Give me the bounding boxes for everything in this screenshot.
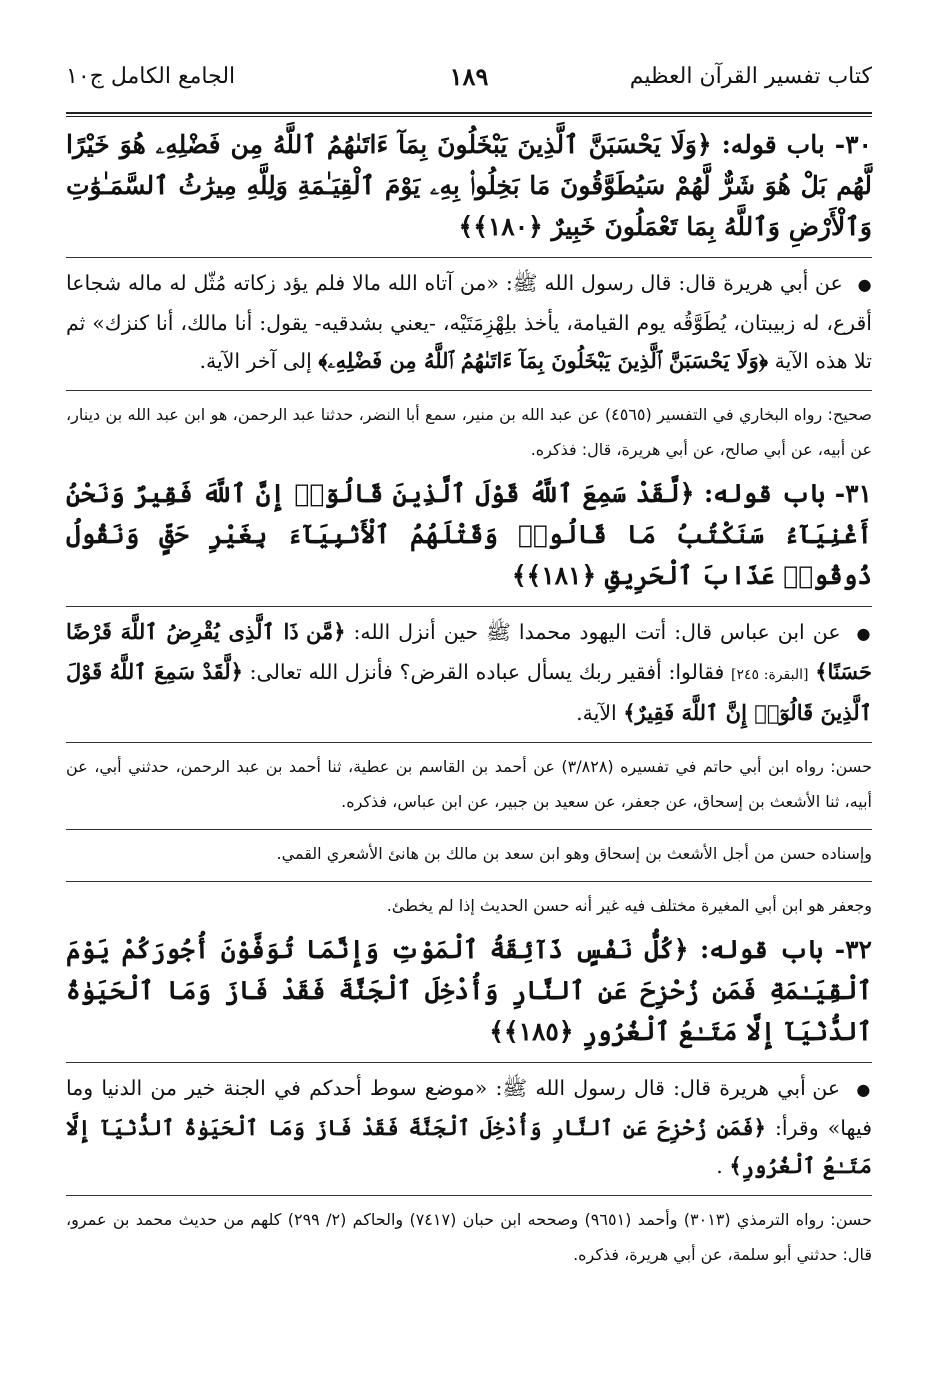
bab-heading-30 (66, 124, 872, 247)
hadith-part: . (716, 1154, 723, 1178)
hadith-text-32 (66, 1069, 872, 1185)
bab-title: ٣١- باب قوله: (703, 479, 872, 508)
quran-verse: ﴿كُلُّ نَفْسٍ ذَآئِقَةُ ٱلْمَوْتِ وَإِنَّمَا تُوَفَّوْنَ أُجُورَكُمْ يَوْمَ ٱلْقِيَـٰمَةِ فَمَن زُحْزِحَ عَنِ ٱلنَّارِ وَأُدْخِلَ ٱلْجَنَّةَ فَقَدْ فَازَ وَمَا ٱلْحَيَوٰةُ ٱلدُّنْيَآ إِلَّا مَتَـٰعُ ٱلْغُرُورِ ﴿١٨٥﴾﴾ (66, 935, 872, 1046)
quran-verse: ﴿لَّقَدْ سَمِعَ ٱللَّهُ قَوْلَ ٱلَّذِينَ قَالُوٓا۟ إِنَّ ٱللَّهَ فَقِيرٌ وَنَحْنُ أَغْنِيَآءُ سَنَكْتُبُ مَا قَالُوا۟ وَقَتْلَهُمُ ٱلْأَنۢبِيَآءَ بِغَيْرِ حَقٍّ وَنَقُولُ ذُوقُوا۟ عَذَابَ ٱلْحَرِيقِ ﴿١٨١﴾﴾ (66, 479, 872, 590)
takhrij-note-31c: وجعفر هو ابن أبي المغيرة مختلف فيه غير أنه حسن الحديث إذا لم يخطئ. (386, 896, 872, 915)
volume-label: الجامع الكامل ج١٠ (66, 64, 236, 89)
running-header (66, 58, 872, 102)
hadith-part: عن أبي هريرة قال: قال رسول الله ﷺ: «من آتاه الله مالا فلم يؤد زكاته مُثّل له ماله شجاعا أقرع، له زبيبتان، يُطَوَّقُه يوم القيامة، يأخذ بلِهْزِمَتَيْه، -يعني بشدقيه- يقول: أنا مالك، أنا كنزك» ثم تلا هذه الآية (66, 271, 872, 373)
bab-title: ٣٢- باب قوله: (699, 935, 872, 964)
hadith-text-30 (66, 264, 872, 380)
section-divider (66, 1062, 872, 1063)
hadith-part: عن أبي هريرة قال: قال رسول الله ﷺ: «موضع سوط أحدكم في الجنة خير من الدنيا وما فيها» وقرأ: (66, 1076, 872, 1140)
bullet-icon: ● (857, 275, 872, 294)
section-divider (66, 390, 872, 391)
takhrij-note-31b: وإسناده حسن من أجل الأشعث بن إسحاق وهو ابن سعد بن مالك بن هانئ الأشعري القمي. (276, 844, 872, 863)
section-divider (66, 257, 872, 258)
page-number: ١٨٩ (449, 62, 489, 91)
page-body (66, 124, 872, 1272)
takhrij-note-31: حسن: رواه ابن أبي حاتم في تفسيره (٣/٨٢٨) عن أحمد بن القاسم بن عطية، ثنا أحمد بن عبد الرحمن، حدثني أبي، عن أبيه، ثنا الأشعث بن إسحاق، عن جعفر، عن سعيد بن جبير، عن ابن عباس، فذكره. (66, 757, 872, 811)
hadith-part: فقالوا: أفقير ربك يسأل عباده القرض؟ فأنزل الله تعالى: (249, 660, 725, 684)
section-divider (66, 742, 872, 743)
takhrij-note-30: صحيح: رواه البخاري في التفسير (٤٥٦٥) عن عبد الله بن منير، سمع أبا النضر، حدثنا عبد الرحمن، هو ابن عبد الله بن دينار، عن أبيه، عن أبي صالح، عن أبي هريرة، قال: فذكره. (66, 405, 872, 459)
section-divider (66, 1195, 872, 1196)
hadith-part: عن ابن عباس قال: أتت اليهود محمدا ﷺ حين أنزل الله: (353, 620, 841, 644)
section-divider (66, 829, 872, 830)
hadith-part: الآية. (576, 701, 617, 725)
section-divider (66, 881, 872, 882)
section-divider (66, 606, 872, 607)
quran-quote: ﴿لَّقَدْ سَمِعَ ٱللَّهُ قَوْلَ ٱلَّذِينَ قَالُوٓا۟ إِنَّ ٱللَّهَ فَقِيرٌ﴾ (66, 659, 872, 725)
hadith-part: إلى آخر الآية. (199, 349, 312, 373)
bab-heading-31 (66, 473, 872, 596)
bullet-icon: ● (856, 624, 872, 643)
hadith-text-31 (66, 613, 872, 732)
header-rule (66, 112, 872, 117)
quran-quote: ﴿فَمَن زُحْزِحَ عَنِ ٱلنَّارِ وَأُدْخِلَ ٱلْجَنَّةَ فَقَدْ فَازَ وَمَا ٱلْحَيَوٰةُ ٱلدُّنْيَآ إِلَّا مَتَـٰعُ ٱلْغُرُورِ﴾ (66, 1115, 872, 1178)
quran-verse: ﴿وَلَا يَحْسَبَنَّ ٱلَّذِينَ يَبْخَلُونَ بِمَآ ءَاتَىٰهُمُ ٱللَّهُ مِن فَضْلِهِۦ هُوَ خَيْرًا لَّهُم بَلْ هُوَ شَرٌّ لَّهُمْ سَيُطَوَّقُونَ مَا بَخِلُوا۟ بِهِۦ يَوْمَ ٱلْقِيَـٰمَةِ وَلِلَّهِ مِيرَٰثُ ٱلسَّمَـٰوَٰتِ وَٱلْأَرْضِ وَٱللَّهُ بِمَا تَعْمَلُونَ خَبِيرٌ ﴿١٨٠﴾﴾ (66, 130, 872, 241)
bab-heading-32 (66, 929, 872, 1052)
book-title: كتاب تفسير القرآن العظيم (629, 64, 872, 89)
verse-reference: [البقرة: ٢٤٥] (731, 667, 809, 683)
bab-title: ٣٠- باب قوله: (721, 130, 872, 159)
quran-quote: ﴿وَلَا يَحْسَبَنَّ ٱلَّذِينَ يَبْخَلُونَ بِمَآ ءَاتَىٰهُمُ ٱللَّهُ مِن فَضْلِهِۦ﴾ (318, 348, 769, 373)
bullet-icon: ● (856, 1080, 872, 1099)
quran-quote: ﴿مَّن ذَا ٱلَّذِى يُقْرِضُ ٱللَّهَ قَرْضًا حَسَنًا﴾ (66, 619, 872, 684)
takhrij-note-32: حسن: رواه الترمذي (٣٠١٣) وأحمد (٩٦٥١) وصححه ابن حبان (٧٤١٧) والحاكم (٢/ ٢٩٩) كلهم من حديث محمد بن عمرو، قال: حدثني أبو سلمة، عن أبي هريرة، فذكره. (66, 1210, 873, 1264)
